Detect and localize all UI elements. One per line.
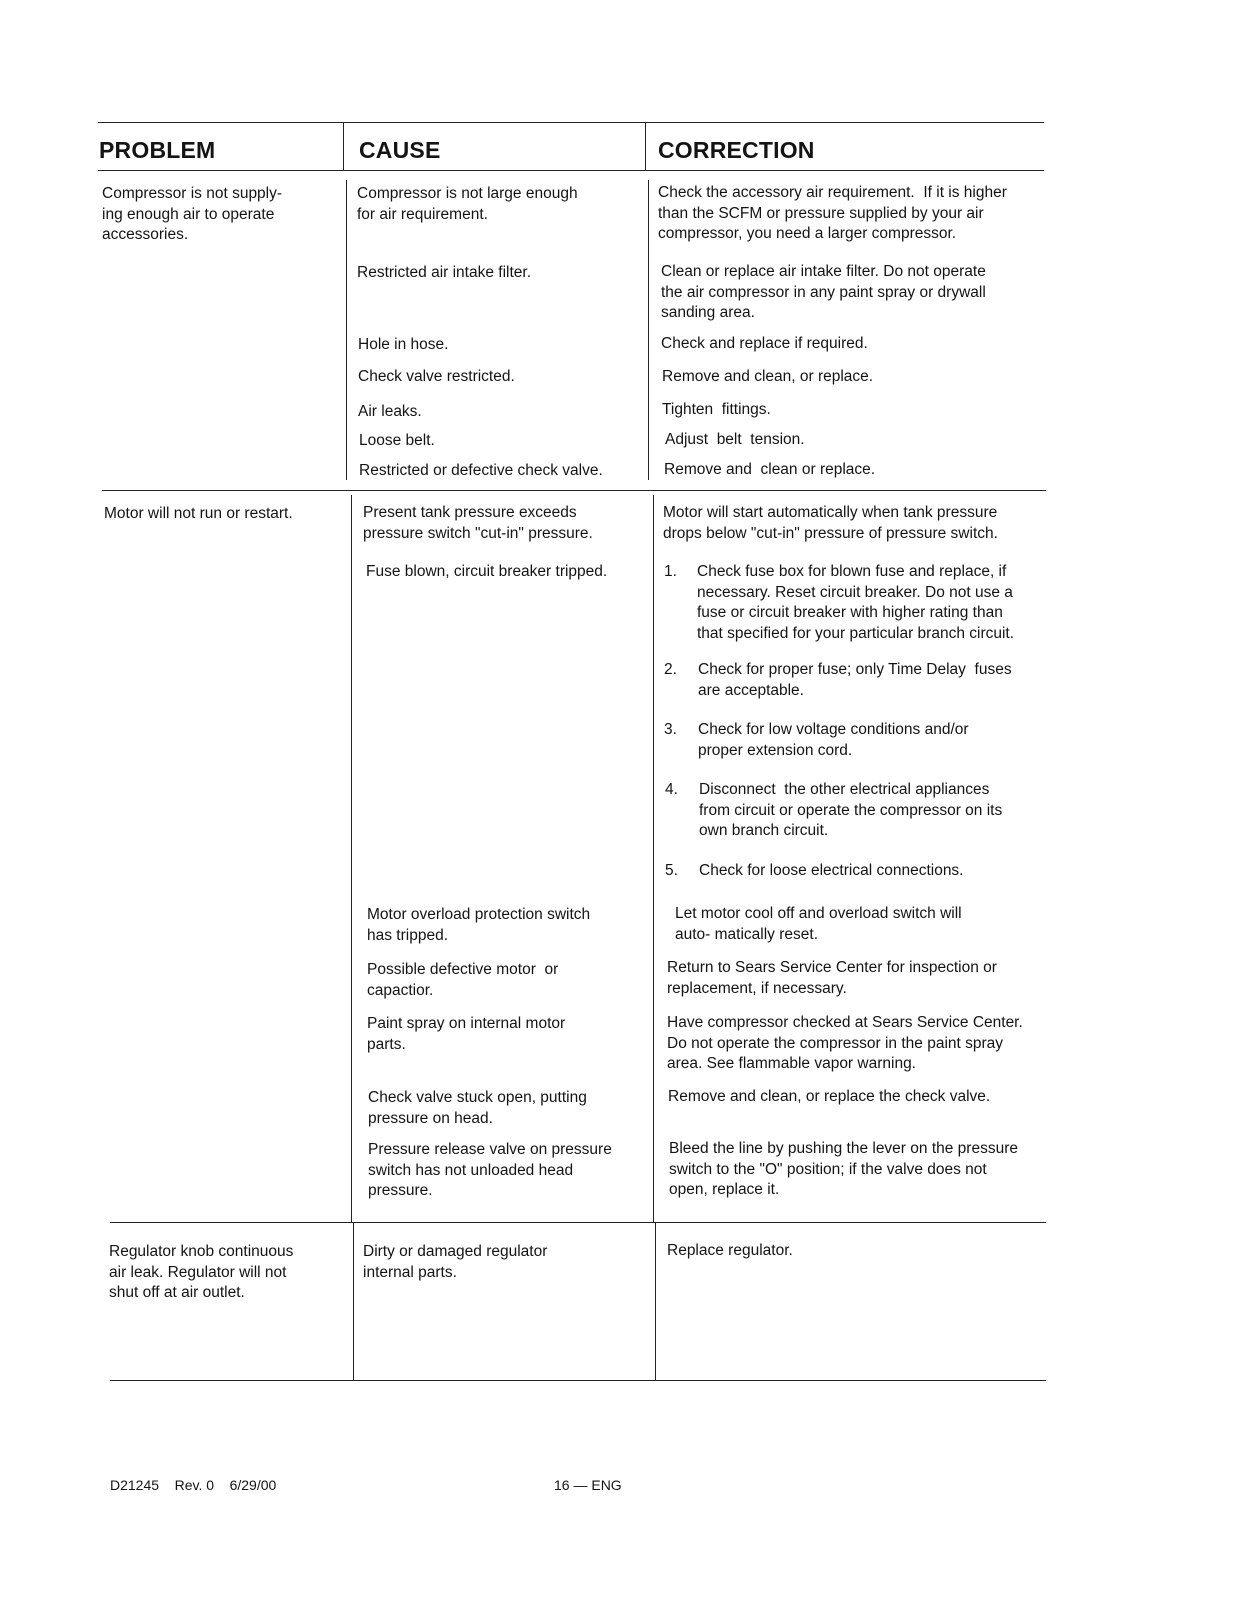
section-divider-1 <box>102 490 1046 491</box>
fuse-step-number: 5. <box>665 862 678 879</box>
column-divider-2-s3 <box>655 1222 656 1380</box>
fuse-step-text: Check fuse box for blown fuse and replace, if necessary. Reset circuit breaker. Do not use a fuse or circuit breaker with higher rating than that specified for your particular branch circuit. <box>697 563 1015 642</box>
cause-header: CAUSE <box>359 137 441 163</box>
fuse-step-text: Check for loose electrical connections. <box>699 862 964 879</box>
correction-replace-regulator: Replace regulator. <box>667 1242 793 1259</box>
cause-check-valve-restricted: Check valve restricted. <box>358 368 515 385</box>
correction-tighten-fittings: Tighten fittings. <box>662 401 771 418</box>
correction-service-center: Return to Sears Service Center for inspection or replacement, if necessary. <box>667 959 997 997</box>
fuse-step-text: Check for proper fuse; only Time Delay fuses are acceptable. <box>698 661 1012 699</box>
problem-motor-not-run: Motor will not run or restart. <box>104 505 293 522</box>
cause-intake-filter: Restricted air intake filter. <box>357 264 532 281</box>
column-divider-1-s2 <box>351 495 352 1222</box>
column-divider-1-s1 <box>346 180 347 480</box>
correction-motor-cool: Let motor cool off and overload switch will auto- matically reset. <box>675 905 962 943</box>
footer-doc-id: D21245 Rev. 0 6/29/00 <box>110 1477 277 1493</box>
header-bottom-rule <box>98 170 1044 171</box>
column-divider-2-s2 <box>653 495 654 1222</box>
cause-check-valve-stuck: Check valve stuck open, putting pressure on head. <box>368 1089 587 1127</box>
cause-tank-pressure: Present tank pressure exceeds pressure switch "cut-in" pressure. <box>363 504 593 542</box>
correction-paint-spray: Have compressor checked at Sears Service Center. Do not operate the compressor in the paint spray area. See flammable vapor warning. <box>667 1014 1023 1072</box>
cause-air-leaks: Air leaks. <box>358 403 422 420</box>
correction-belt-tension: Adjust belt tension. <box>665 431 805 448</box>
correction-replace-check-valve: Remove and clean, or replace the check valve. <box>668 1088 991 1105</box>
correction-header: CORRECTION <box>658 137 815 163</box>
fuse-step-text: Disconnect the other electrical appliances from circuit or operate the compressor on its own branch circuit. <box>699 781 1003 839</box>
fuse-step-number: 3. <box>664 721 677 738</box>
fuse-step-number: 1. <box>664 563 677 580</box>
correction-replace-hose: Check and replace if required. <box>661 335 868 352</box>
problem-regulator-leak: Regulator knob continuous air leak. Regulator will not shut off at air outlet. <box>109 1243 294 1301</box>
section-divider-2 <box>110 1222 1046 1223</box>
cause-hole-in-hose: Hole in hose. <box>358 336 449 353</box>
correction-larger-compressor: Check the accessory air requirement. If it is higher than the SCFM or pressure supplied by your air compressor, you need a larger compressor. <box>658 184 1007 242</box>
correction-clean-check-valve: Remove and clean, or replace. <box>662 368 874 385</box>
cause-pressure-release-valve: Pressure release valve on pressure switch has not unloaded head pressure. <box>368 1141 612 1199</box>
table-top-rule <box>98 122 1044 123</box>
correction-intake-filter: Clean or replace air intake filter. Do not operate the air compressor in any paint spray or drywall sanding area. <box>661 263 986 321</box>
cause-defective-check-valve: Restricted or defective check valve. <box>359 462 603 479</box>
cause-paint-spray: Paint spray on internal motor parts. <box>367 1015 566 1053</box>
cause-compressor-small: Compressor is not large enough for air requirement. <box>357 185 578 223</box>
problem-header: PROBLEM <box>99 137 216 163</box>
fuse-step-text: Check for low voltage conditions and/or proper extension cord. <box>698 721 969 759</box>
column-divider-1-s3 <box>353 1222 354 1380</box>
cause-motor-overload: Motor overload protection switch has tripped. <box>367 906 591 944</box>
correction-remove-clean-replace: Remove and clean or replace. <box>664 461 876 478</box>
cause-dirty-regulator: Dirty or damaged regulator internal parts. <box>363 1243 548 1281</box>
cause-defective-motor: Possible defective motor or capactior. <box>367 961 559 999</box>
cause-loose-belt: Loose belt. <box>359 432 435 449</box>
fuse-step-number: 4. <box>665 781 678 798</box>
footer-page-number: 16 — ENG <box>554 1477 622 1493</box>
correction-auto-start: Motor will start automatically when tank pressure drops below "cut-in" pressure of pressure switch. <box>663 504 998 542</box>
column-divider-2-header <box>645 122 646 170</box>
cause-fuse-blown: Fuse blown, circuit breaker tripped. <box>366 563 608 580</box>
problem-compressor-air: Compressor is not supply- ing enough air to operate accessories. <box>102 185 283 243</box>
fuse-step-number: 2. <box>664 661 677 678</box>
column-divider-2-s1 <box>648 180 649 480</box>
table-bottom-rule <box>110 1380 1046 1381</box>
correction-bleed-line: Bleed the line by pushing the lever on the pressure switch to the "O" position; if the valve does not open, replace it. <box>669 1140 1018 1198</box>
column-divider-1-header <box>343 122 344 170</box>
